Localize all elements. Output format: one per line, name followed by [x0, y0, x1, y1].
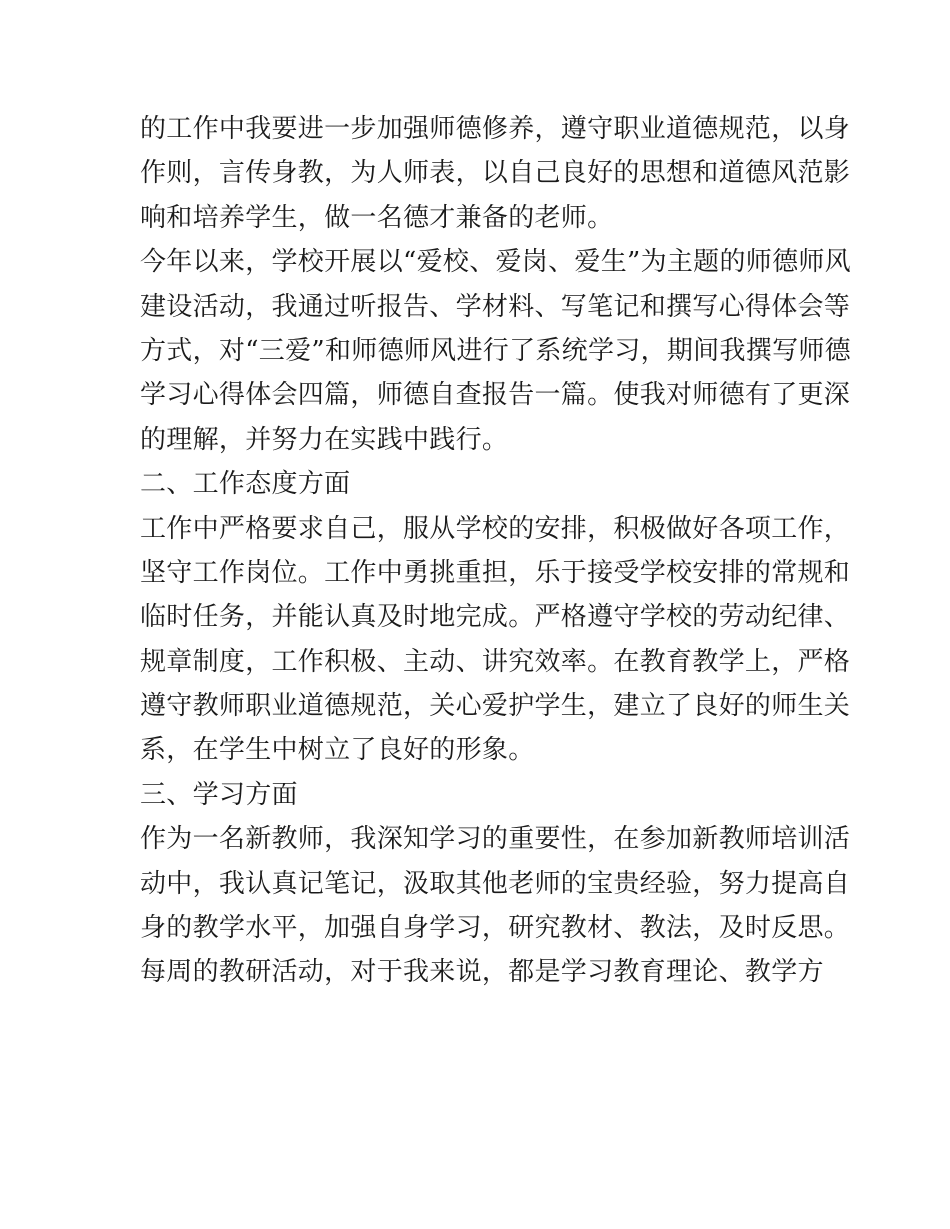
text-line: 每周的教研活动，对于我来说，都是学习教育理论、教学方 — [140, 957, 824, 988]
text-line: 系，在学生中树立了良好的形象。 — [140, 735, 535, 766]
text-line: 临时任务，并能认真及时地完成。严格遵守学校的劳动纪律、 — [140, 602, 851, 633]
text-line: 工作中严格要求自己，服从学校的安排，积极做好各项工作， — [140, 513, 851, 544]
text-line: 身的教学水平，加强自身学习，研究教材、教法，及时反思。 — [140, 913, 851, 944]
section-heading: 二、工作态度方面 — [140, 469, 351, 500]
section-heading: 三、学习方面 — [140, 779, 298, 810]
text-line: 遵守教师职业道德规范，关心爱护学生，建立了良好的师生关 — [140, 691, 851, 722]
text-line: 的工作中我要进一步加强师德修养，遵守职业道德规范，以身 — [140, 114, 851, 144]
text-line: 坚守工作岗位。工作中勇挑重担，乐于接受学校安排的常规和 — [140, 557, 851, 588]
text-line: 作则，言传身教，为人师表，以自己良好的思想和道德风范影 — [140, 158, 851, 189]
text-line: 规章制度，工作积极、主动、讲究效率。在教育教学上，严格 — [140, 646, 851, 677]
text-line: 响和培养学生，做一名德才兼备的老师。 — [140, 202, 614, 233]
text-line: 建设活动，我通过听报告、学材料、写笔记和撰写心得体会等 — [140, 291, 851, 322]
text-line: 动中，我认真记笔记，汲取其他老师的宝贵经验，努力提高自 — [140, 868, 851, 899]
text-line: 方式，对“三爱”和师德师风进行了系统学习，期间我撰写师德 — [140, 335, 851, 366]
text-line: 的理解，并努力在实践中践行。 — [140, 424, 509, 455]
body-text — [140, 107, 851, 995]
text-line: 今年以来，学校开展以“爱校、爱岗、爱生”为主题的师德师风 — [140, 247, 851, 278]
text-line: 学习心得体会四篇，师德自查报告一篇。使我对师德有了更深 — [140, 380, 851, 411]
text-line: 作为一名新教师，我深知学习的重要性，在参加新教师培训活 — [140, 824, 851, 855]
